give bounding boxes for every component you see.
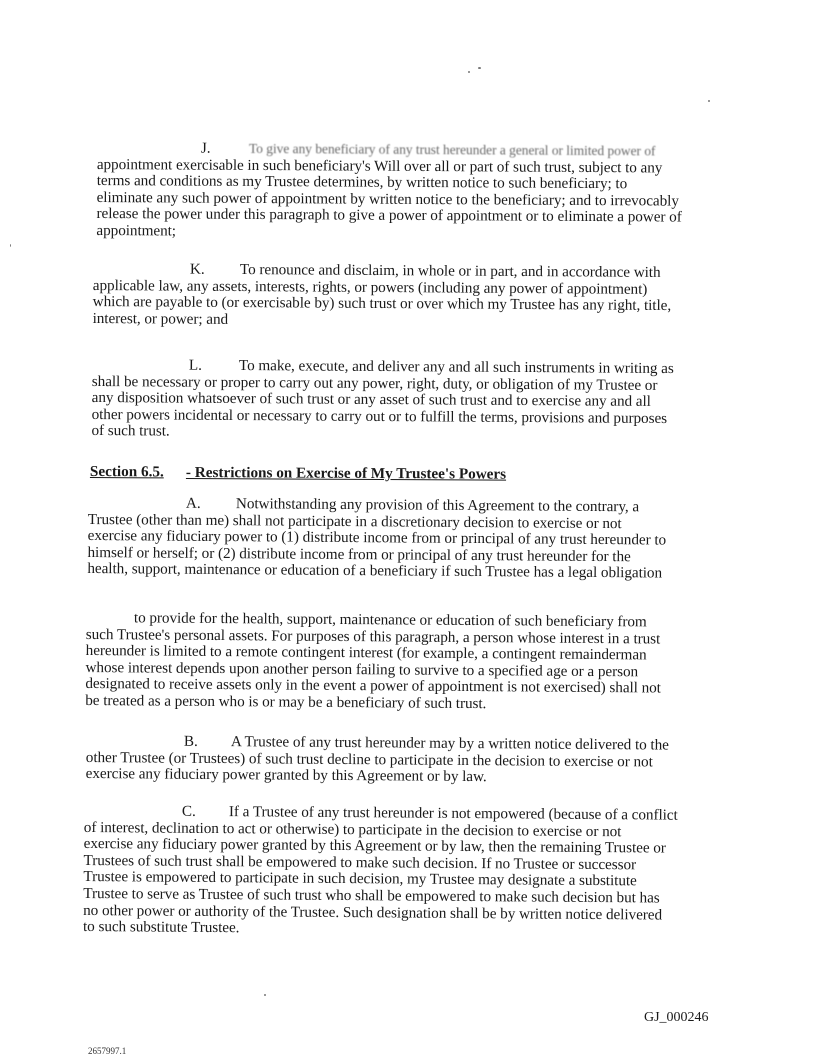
paragraph-l [91,357,732,444]
section-title-text: - Restrictions on Exercise of My Trustee's Powers [185,464,507,483]
paragraph-k-text: To renounce and disclaim, in whole or in part, and in accordance with [239,261,661,281]
paragraph-c-label: C. [181,802,196,820]
paragraph-a-cont-line: whose interest depends upon another person failing to survive to a specified age or a person [85,658,639,681]
paragraph-a-line: exercise any fiduciary power to (1) distribute income from or principal of any trust hereunder to [87,527,667,549]
paragraph-c-line: exercise any fiduciary power granted by this Agreement or by law, then the remaining Trustee or [83,835,666,857]
paragraph-c-line: Trustee is empowered to participate in such decision, my Trustee may designate a substitute [83,868,637,890]
paragraph-k-label: K. [189,260,205,278]
paragraph-a-line: Trustee (other than me) shall not participate in a discretionary decision to exercise or not [87,510,622,532]
paragraph-j-label: J. [200,139,211,157]
paragraph-a [87,495,728,583]
scan-speck [264,994,266,996]
paragraph-a-line: himself or herself; or (2) distribute income from or principal of any trust hereunder for the [87,543,631,566]
paragraph-a-text: Notwithstanding any provision of this Agreement to the contrary, a [235,495,640,516]
bates-number: GJ_000246 [644,1010,709,1025]
paragraph-a-cont-line: be treated as a person who is or may be a beneficiary of such trust. [85,691,487,713]
section-number: Section 6.5. [89,463,164,481]
paragraph-a-cont-line: designated to receive assets only in the event a power of appointment is not exercised) shall not [85,675,661,697]
paragraph-b [86,733,726,788]
paragraph-k-line: interest, or power; and [92,309,229,328]
paragraph-l-label: L. [188,356,202,374]
scan-speck [468,71,470,73]
paragraph-l-text: To make, execute, and deliver any and all such instruments in writing as [238,357,674,378]
scan-speck [10,244,11,247]
scan-speck [478,67,481,69]
paragraph-c-line: Trustee to serve as Trustee of such trust who shall be empowered to make such decision but has [83,884,660,907]
document-id: 2657997.1 [88,1046,127,1056]
section-heading [90,463,164,481]
paragraph-a-cont-line: such Trustee's personal assets. For purposes of this paragraph, a person whose interest in a trust [85,625,661,648]
paragraph-b-line: exercise any fiduciary power granted by this Agreement or by law. [85,765,487,786]
paragraph-c-line: no other power or authority of the Trustee. Such designation shall be by written notice delivered [83,901,663,924]
paragraph-j-line: appointment; [96,221,177,240]
paragraph-a-line: health, support, maintenance or education of a beneficiary if such Trustee has a legal obligation [87,560,663,582]
paragraph-l-line: of such trust. [91,422,170,440]
paragraph-j-faded-text: To give any beneficiary of any trust hereunder a general or limited power of [248,140,656,159]
paragraph-l-line: any disposition whatsoever of such trust or any asset of such trust and to exercise any and all [91,389,651,411]
paragraph-c-line: to such substitute Trustee. [82,918,240,937]
paragraph-c-line: Trustees of such trust shall be empowered to make such decision. If no Trustee or successor [83,851,637,874]
scan-speck [708,100,710,102]
paragraph-c-line: of interest, declination to act or otherwise) to participate in the decision to exercise or not [83,818,622,840]
paragraph-k [93,261,733,332]
paragraph-c-text: If a Trustee of any trust hereunder is not empowered (because of a conflict [228,803,678,824]
paragraph-j [96,140,737,243]
paragraph-j-line: eliminate any such power of appointment by written notice to the beneficiary; and to irrevocably [96,188,679,210]
paragraph-k-line: which are payable to (or exercisable by) such trust or over which my Trustee has any right, title, [92,293,672,315]
paragraph-l-line: other powers incidental or necessary to carry out or to fulfill the terms, provisions and purposes [91,405,668,427]
paragraph-a-continued [85,610,726,715]
paragraph-b-line: other Trustee (or Trustees) of such trust decline to participate in the decision to exercise or not [85,748,653,771]
paragraph-k-line: applicable law, any assets, interests, rights, or powers (including any power of appointment) [92,276,648,298]
paragraph-b-text: A Trustee of any trust hereunder may by a written notice delivered to the [230,733,669,754]
paragraph-l-line: shall be necessary or proper to carry out any power, right, duty, or obligation of my Trustee or [91,372,658,394]
paragraph-b-label: B. [183,732,198,750]
paragraph-a-cont-line: to provide for the health, support, maintenance or education of such beneficiary from [133,609,647,631]
paragraph-a-label: A. [185,494,201,512]
paragraph-a-cont-line: hereunder is limited to a remote contingent interest (for example, a contingent remainderman [85,642,647,664]
paragraph-c [83,803,724,941]
paragraph-j-line: appointment exercisable in such beneficiary's Will over all or part of such trust, subject to any [96,155,663,177]
paragraph-j-line: release the power under this paragraph to give a power of appointment or to eliminate a power of [96,205,682,226]
paragraph-j-line: terms and conditions as my Trustee determines, by written notice to such beneficiary; to [96,172,628,193]
section-title [186,464,506,484]
